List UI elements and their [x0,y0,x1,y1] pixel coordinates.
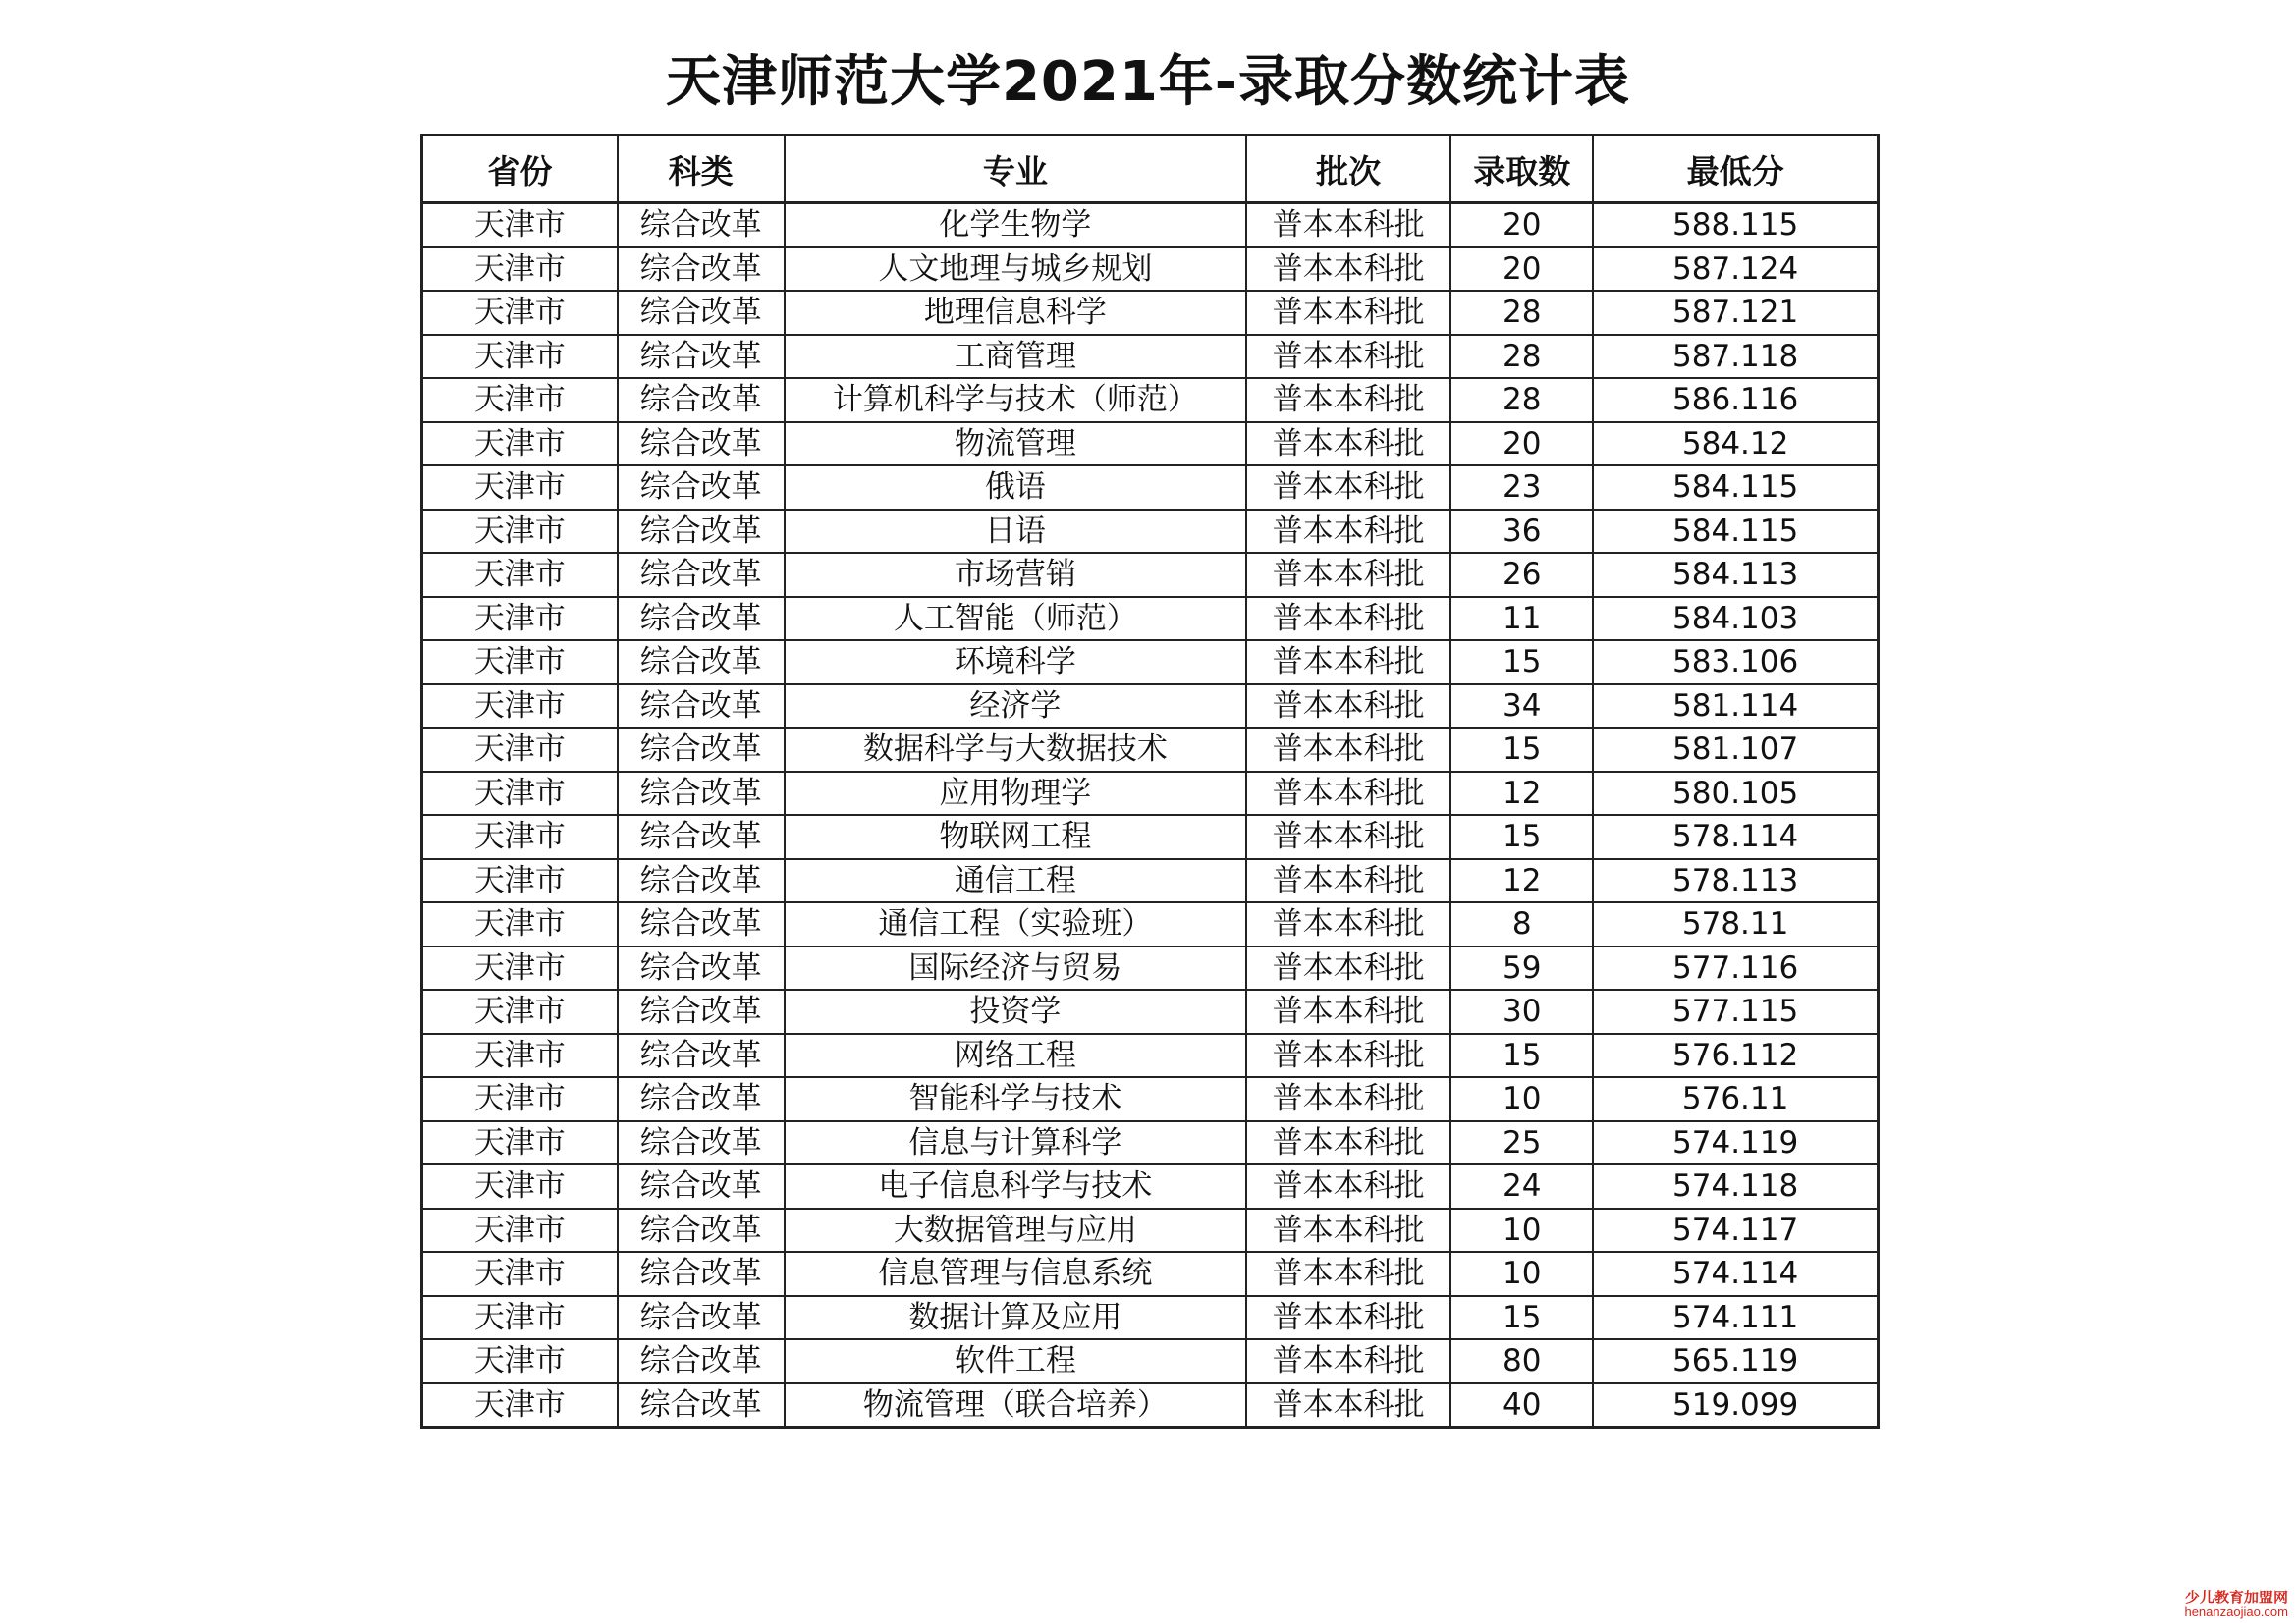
cell-count: 20 [1450,203,1593,247]
cell-province: 天津市 [422,1209,618,1253]
cell-category: 综合改革 [618,335,785,379]
cell-batch: 普本本科批 [1246,335,1450,379]
cell-min-score: 587.118 [1593,335,1878,379]
cell-min-score: 588.115 [1593,203,1878,247]
cell-batch: 普本本科批 [1246,1383,1450,1428]
cell-min-score: 576.11 [1593,1077,1878,1121]
cell-batch: 普本本科批 [1246,990,1450,1034]
cell-major: 地理信息科学 [785,291,1246,335]
cell-batch: 普本本科批 [1246,859,1450,903]
table-row [422,1296,1879,1340]
cell-major: 电子信息科学与技术 [785,1164,1246,1209]
cell-count: 20 [1450,422,1593,466]
cell-batch: 普本本科批 [1246,465,1450,510]
header-category: 科类 [618,135,785,203]
cell-province: 天津市 [422,1383,618,1428]
cell-min-score: 565.119 [1593,1339,1878,1383]
cell-count: 12 [1450,772,1593,816]
cell-major: 通信工程（实验班） [785,902,1246,947]
cell-count: 10 [1450,1252,1593,1296]
cell-batch: 普本本科批 [1246,1077,1450,1121]
cell-min-score: 578.114 [1593,815,1878,859]
cell-batch: 普本本科批 [1246,597,1450,641]
cell-category: 综合改革 [618,990,785,1034]
cell-category: 综合改革 [618,772,785,816]
cell-count: 15 [1450,815,1593,859]
cell-category: 综合改革 [618,815,785,859]
cell-count: 25 [1450,1121,1593,1165]
cell-province: 天津市 [422,510,618,554]
cell-batch: 普本本科批 [1246,1034,1450,1078]
cell-batch: 普本本科批 [1246,378,1450,422]
cell-min-score: 584.12 [1593,422,1878,466]
table-row [422,291,1879,335]
cell-min-score: 581.114 [1593,684,1878,729]
cell-category: 综合改革 [618,553,785,597]
table-row [422,990,1879,1034]
cell-province: 天津市 [422,465,618,510]
cell-count: 80 [1450,1339,1593,1383]
cell-count: 30 [1450,990,1593,1034]
cell-batch: 普本本科批 [1246,203,1450,247]
table-row [422,1164,1879,1209]
cell-category: 综合改革 [618,947,785,991]
header-province: 省份 [422,135,618,203]
cell-major: 日语 [785,510,1246,554]
cell-category: 综合改革 [618,378,785,422]
cell-min-score: 584.103 [1593,597,1878,641]
table-row [422,684,1879,729]
cell-category: 综合改革 [618,1252,785,1296]
cell-province: 天津市 [422,815,618,859]
cell-min-score: 581.107 [1593,728,1878,772]
cell-province: 天津市 [422,291,618,335]
cell-province: 天津市 [422,772,618,816]
cell-min-score: 576.112 [1593,1034,1878,1078]
cell-major: 计算机科学与技术（师范） [785,378,1246,422]
cell-category: 综合改革 [618,728,785,772]
cell-count: 15 [1450,1296,1593,1340]
cell-category: 综合改革 [618,510,785,554]
cell-province: 天津市 [422,597,618,641]
cell-major: 软件工程 [785,1339,1246,1383]
cell-min-score: 583.106 [1593,640,1878,684]
cell-province: 天津市 [422,1296,618,1340]
cell-count: 11 [1450,597,1593,641]
cell-count: 10 [1450,1209,1593,1253]
cell-major: 大数据管理与应用 [785,1209,1246,1253]
cell-min-score: 584.115 [1593,510,1878,554]
cell-province: 天津市 [422,684,618,729]
cell-major: 化学生物学 [785,203,1246,247]
cell-category: 综合改革 [618,684,785,729]
cell-province: 天津市 [422,947,618,991]
header-count: 录取数 [1450,135,1593,203]
table-row [422,815,1879,859]
cell-count: 28 [1450,335,1593,379]
cell-min-score: 580.105 [1593,772,1878,816]
cell-major: 物流管理 [785,422,1246,466]
cell-major: 应用物理学 [785,772,1246,816]
cell-category: 综合改革 [618,902,785,947]
cell-major: 信息管理与信息系统 [785,1252,1246,1296]
cell-min-score: 584.113 [1593,553,1878,597]
cell-category: 综合改革 [618,203,785,247]
cell-category: 综合改革 [618,1383,785,1428]
cell-province: 天津市 [422,1034,618,1078]
cell-province: 天津市 [422,859,618,903]
cell-major: 数据科学与大数据技术 [785,728,1246,772]
cell-major: 经济学 [785,684,1246,729]
table-row [422,1077,1879,1121]
cell-major: 国际经济与贸易 [785,947,1246,991]
cell-category: 综合改革 [618,1209,785,1253]
cell-min-score: 574.118 [1593,1164,1878,1209]
cell-category: 综合改革 [618,859,785,903]
page-title: 天津师范大学2021年-录取分数统计表 [665,50,1631,114]
table-row [422,772,1879,816]
cell-batch: 普本本科批 [1246,640,1450,684]
cell-batch: 普本本科批 [1246,422,1450,466]
cell-min-score: 587.121 [1593,291,1878,335]
cell-major: 通信工程 [785,859,1246,903]
cell-min-score: 577.115 [1593,990,1878,1034]
cell-count: 40 [1450,1383,1593,1428]
cell-category: 综合改革 [618,1034,785,1078]
cell-category: 综合改革 [618,291,785,335]
cell-major: 环境科学 [785,640,1246,684]
cell-count: 24 [1450,1164,1593,1209]
cell-batch: 普本本科批 [1246,1209,1450,1253]
cell-category: 综合改革 [618,1121,785,1165]
watermark-logo [2170,1591,2288,1619]
table-header-row [422,135,1879,203]
cell-province: 天津市 [422,422,618,466]
cell-province: 天津市 [422,990,618,1034]
table-row [422,247,1879,292]
cell-province: 天津市 [422,553,618,597]
cell-batch: 普本本科批 [1246,1339,1450,1383]
cell-count: 36 [1450,510,1593,554]
table-row [422,1383,1879,1428]
cell-category: 综合改革 [618,1339,785,1383]
cell-batch: 普本本科批 [1246,1164,1450,1209]
table-row [422,465,1879,510]
cell-major: 投资学 [785,990,1246,1034]
cell-category: 综合改革 [618,465,785,510]
watermark-url: henanzaojiao.com [2184,1604,2288,1620]
table-row [422,1339,1879,1383]
table-row [422,335,1879,379]
cell-count: 10 [1450,1077,1593,1121]
cell-major: 网络工程 [785,1034,1246,1078]
cell-major: 人工智能（师范） [785,597,1246,641]
cell-major: 人文地理与城乡规划 [785,247,1246,292]
cell-province: 天津市 [422,247,618,292]
cell-batch: 普本本科批 [1246,1296,1450,1340]
cell-count: 28 [1450,291,1593,335]
cell-province: 天津市 [422,335,618,379]
cell-major: 物流管理（联合培养） [785,1383,1246,1428]
table-row [422,640,1879,684]
cell-category: 综合改革 [618,597,785,641]
cell-min-score: 519.099 [1593,1383,1878,1428]
cell-batch: 普本本科批 [1246,902,1450,947]
cell-batch: 普本本科批 [1246,510,1450,554]
cell-count: 15 [1450,1034,1593,1078]
cell-major: 数据计算及应用 [785,1296,1246,1340]
cell-count: 26 [1450,553,1593,597]
cell-batch: 普本本科批 [1246,728,1450,772]
table-row [422,1252,1879,1296]
watermark-text: 少儿教育加盟网 [2184,1589,2288,1606]
cell-min-score: 587.124 [1593,247,1878,292]
cell-major: 物联网工程 [785,815,1246,859]
cell-count: 23 [1450,465,1593,510]
cell-major: 智能科学与技术 [785,1077,1246,1121]
cell-major: 市场营销 [785,553,1246,597]
cell-min-score: 574.111 [1593,1296,1878,1340]
cell-category: 综合改革 [618,247,785,292]
table-row [422,947,1879,991]
cell-province: 天津市 [422,1252,618,1296]
table-row [422,1034,1879,1078]
table-row [422,378,1879,422]
cell-major: 工商管理 [785,335,1246,379]
cell-major: 信息与计算科学 [785,1121,1246,1165]
cell-category: 综合改革 [618,1077,785,1121]
cell-min-score: 586.116 [1593,378,1878,422]
table-row [422,728,1879,772]
cell-category: 综合改革 [618,640,785,684]
cell-batch: 普本本科批 [1246,291,1450,335]
table-row [422,553,1879,597]
cell-count: 15 [1450,728,1593,772]
cell-count: 15 [1450,640,1593,684]
table-body [422,203,1879,1428]
cell-min-score: 578.11 [1593,902,1878,947]
cell-major: 俄语 [785,465,1246,510]
cell-batch: 普本本科批 [1246,772,1450,816]
cell-min-score: 578.113 [1593,859,1878,903]
cell-count: 59 [1450,947,1593,991]
cell-batch: 普本本科批 [1246,1252,1450,1296]
header-major: 专业 [785,135,1246,203]
cell-min-score: 574.114 [1593,1252,1878,1296]
cell-count: 28 [1450,378,1593,422]
cell-min-score: 584.115 [1593,465,1878,510]
table-row [422,1209,1879,1253]
admission-score-table [420,134,1880,1429]
cell-category: 综合改革 [618,1164,785,1209]
table-row [422,902,1879,947]
cell-province: 天津市 [422,1077,618,1121]
cell-count: 12 [1450,859,1593,903]
cell-min-score: 577.116 [1593,947,1878,991]
cell-category: 综合改革 [618,422,785,466]
table-row [422,203,1879,247]
cell-batch: 普本本科批 [1246,247,1450,292]
header-min-score: 最低分 [1593,135,1878,203]
cell-batch: 普本本科批 [1246,684,1450,729]
table-row [422,859,1879,903]
cell-category: 综合改革 [618,1296,785,1340]
cell-min-score: 574.119 [1593,1121,1878,1165]
table-row [422,1121,1879,1165]
cell-province: 天津市 [422,1164,618,1209]
cell-batch: 普本本科批 [1246,815,1450,859]
cell-min-score: 574.117 [1593,1209,1878,1253]
cell-count: 20 [1450,247,1593,292]
cell-province: 天津市 [422,203,618,247]
cell-province: 天津市 [422,1339,618,1383]
cell-batch: 普本本科批 [1246,1121,1450,1165]
cell-count: 34 [1450,684,1593,729]
table-row [422,597,1879,641]
cell-province: 天津市 [422,728,618,772]
cell-batch: 普本本科批 [1246,553,1450,597]
table-row [422,510,1879,554]
cell-province: 天津市 [422,1121,618,1165]
table-row [422,422,1879,466]
cell-count: 8 [1450,902,1593,947]
cell-province: 天津市 [422,378,618,422]
cell-batch: 普本本科批 [1246,947,1450,991]
cell-province: 天津市 [422,640,618,684]
header-batch: 批次 [1246,135,1450,203]
cell-province: 天津市 [422,902,618,947]
